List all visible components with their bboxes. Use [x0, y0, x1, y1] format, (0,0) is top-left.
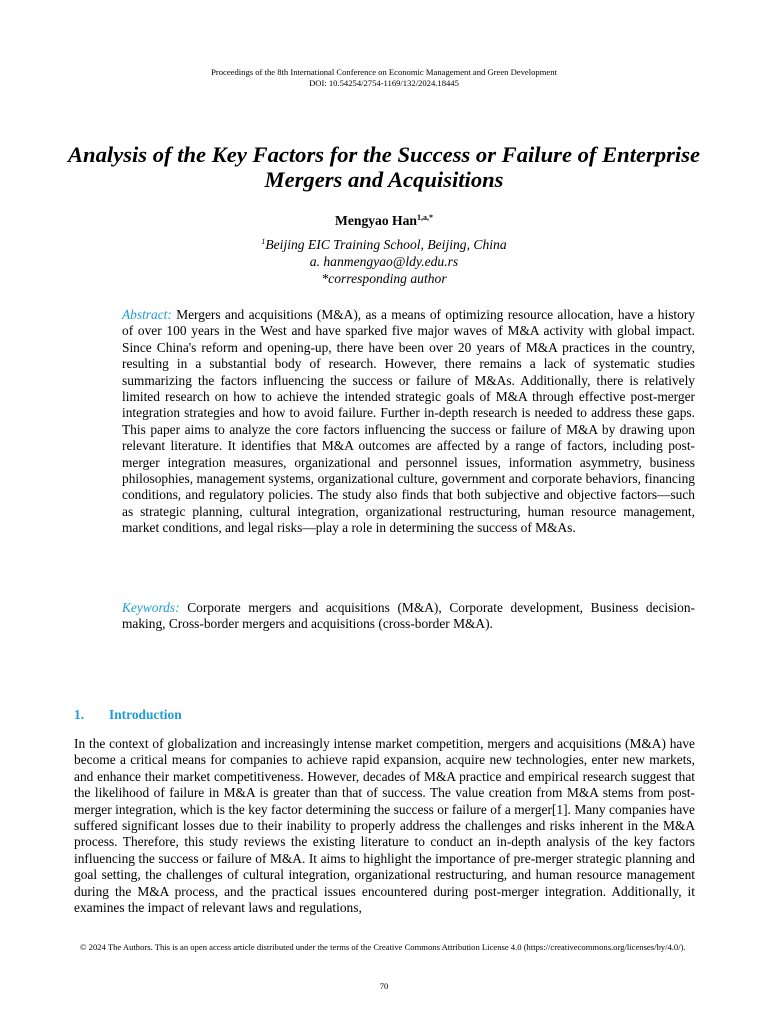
affiliation-block: [0, 236, 768, 287]
author-line: [0, 212, 768, 230]
author-superscript: 1,a,*: [416, 213, 433, 222]
keywords-separator: :: [175, 600, 180, 615]
keywords-label: Keywords: [122, 600, 176, 615]
paper-title: Analysis of the Key Factors for the Success or Failure of Enterprise Mergers and Acquisitions: [67, 142, 701, 192]
author-name: Mengyao Han: [335, 213, 417, 228]
affiliation-text: Beijing EIC Training School, Beijing, China: [265, 237, 507, 252]
corresponding-author-note: *corresponding author: [321, 271, 447, 286]
running-header: [0, 67, 768, 89]
proceedings-line: Proceedings of the 8th International Conference on Economic Management and Green Development: [211, 67, 557, 77]
abstract-paragraph: [122, 307, 695, 537]
section-title: Introduction: [109, 707, 182, 722]
doi-line: DOI: 10.54254/2754-1169/132/2024.18445: [309, 78, 459, 88]
section-heading-introduction: [74, 706, 182, 724]
author-email: a. hanmengyao@ldy.edu.rs: [309, 254, 459, 269]
keywords-text: Corporate mergers and acquisitions (M&A), Corporate development, Business decision-making, Cross-border mergers and acquisitions (cross-border M&A).: [122, 600, 695, 632]
section-number: 1.: [74, 707, 85, 722]
keywords-paragraph: [122, 600, 695, 633]
affiliation-line: [0, 236, 768, 253]
page-number: 70: [379, 981, 389, 991]
license-footnote: © 2024 The Authors. This is an open access article distributed under the terms of the Creative Commons Attribution License 4.0 (https://creativecommons.org/licenses/by/4.0/).: [80, 942, 686, 952]
abstract-text: Mergers and acquisitions (M&A), as a means of optimizing resource allocation, have a history of over 100 years in the West and have sparked five major waves of M&A activity with global impact. Since China's reform and opening-up, there have been over 20 years of M&A practices in the country, resulting in a substantial body of research. However, there remains a lack of systematic studies summarizing the factors influencing the success or failure of M&As. Additionally, there is relatively limited research on how to achieve the intended strategic goals of M&A through effective post-merger integration strategies and how to avoid failure. Further in-depth research is needed to address these gaps. This paper aims to analyze the core factors influencing the success or failure of M&A by drawing upon relevant literature. It identifies that M&A outcomes are affected by a range of factors, including post-merger integration measures, organizational and personnel issues, information asymmetry, business philosophies, management systems, organizational culture, government and corporate behaviors, financing conditions, and regulatory policies. The study also finds that both subjective and objective factors—such as strategic planning, cultural integration, organizational restructuring, human resource management, market conditions, and legal risks—play a role in determining the success of M&As.: [122, 307, 695, 536]
abstract-label: Abstract:: [122, 307, 172, 322]
introduction-paragraph: In the context of globalization and increasingly intense market competition, mergers and acquisitions (M&A) have become a critical means for companies to achieve rapid expansion, acquire new technologies, enter new markets, and enhance their market competitiveness. However, decades of M&A practice and empirical research suggest that the likelihood of failure in M&A is greater than that of success. The value creation from M&A stems from post-merger integration, which is the key factor determining the success or failure of a merger[1]. Many companies have suffered significant losses due to their inability to properly address the challenges and risks inherent in the M&A process. Therefore, this study reviews the existing literature to conduct an in-depth analysis of the key factors influencing the success or failure of M&A. It aims to highlight the importance of pre-merger strategic planning and goal setting, the challenges of cultural integration, organizational restructuring, and human resource management during the M&A process, and the practical issues encountered during post-merger integration. Additionally, it examines the impact of relevant laws and regulations,: [74, 736, 695, 916]
affiliation-superscript: 1: [261, 237, 266, 246]
